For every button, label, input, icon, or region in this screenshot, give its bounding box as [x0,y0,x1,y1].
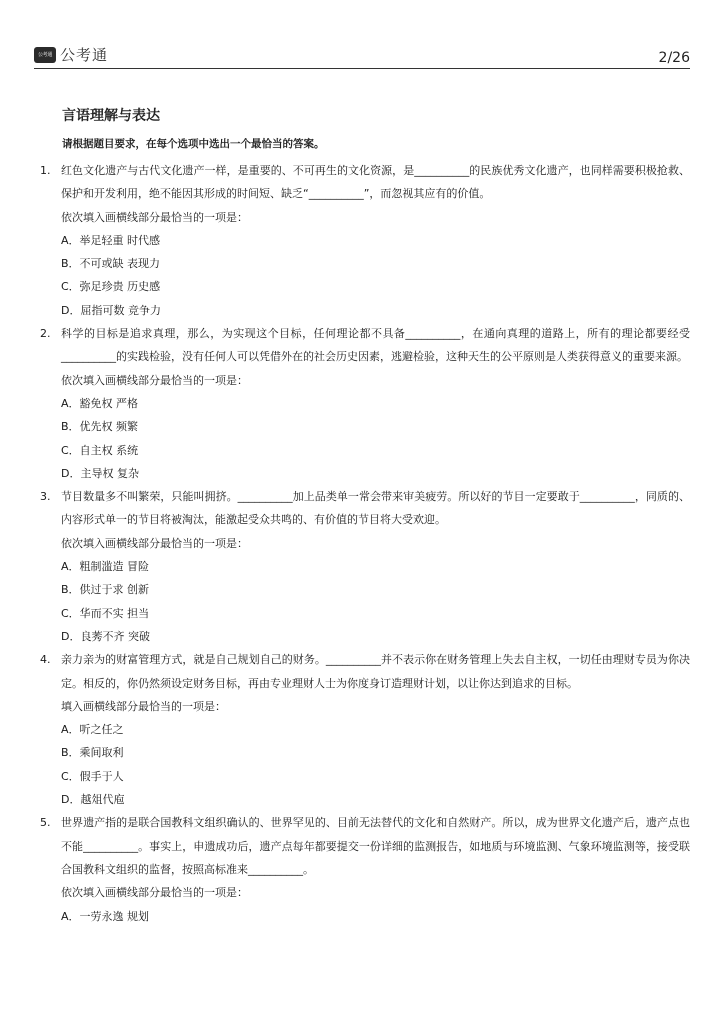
option-c: C．假手于人 [61,769,124,783]
option-b: B．乘间取利 [61,746,124,760]
option-a: A．听之任之 [61,723,124,737]
question-prompt: 依次填入画横线部分最恰当的一项是： [61,536,248,550]
question-prompt: 填入画横线部分最恰当的一项是： [61,699,226,713]
question-prompt: 依次填入画横线部分最恰当的一项是： [61,886,248,900]
section-title: 言语理解与表达 [62,108,160,124]
option-c: C．自主权 系统 [61,443,139,457]
option-a: A．举足轻重 时代感 [61,233,161,247]
option-a: A．一劳永逸 规划 [61,909,150,923]
question-stem: 科学的目标是追求真理，那么，为实现这个目标，任何理论都不具备__________，在通向真理的道路上，所有的理论都要经受__________的实践检验，没有任何人可以凭借外在的社会历史因素，逃避检验，这种天生的公平原则是人类获得意义的重要来源。 [61,327,690,364]
option-b: B．供过于求 创新 [61,583,150,597]
page-header [34,44,690,69]
question-number: 3. [40,490,51,504]
page-number: 2/26 [658,50,690,66]
question-5 [40,811,690,927]
option-b: B．优先权 频繁 [61,420,139,434]
question-number: 4. [40,653,51,667]
question-prompt: 依次填入画横线部分最恰当的一项是： [61,210,248,224]
question-2 [40,322,690,485]
option-b: B．不可或缺 表现力 [61,257,161,271]
option-c: C．弥足珍贵 历史感 [61,280,161,294]
option-d: D．越俎代庖 [61,793,125,807]
logo [34,44,108,65]
option-d: D．屈指可数 竞争力 [61,303,161,317]
question-prompt: 依次填入画横线部分最恰当的一项是： [61,373,248,387]
option-d: D．主导权 复杂 [61,466,139,480]
instruction-text: 请根据题目要求，在每个选项中选出一个最恰当的答案。 [62,138,325,150]
question-3 [40,485,690,648]
logo-text: 公考通 [60,46,109,64]
option-a: A．豁免权 严格 [61,396,139,410]
logo-icon: 公考通 [34,47,56,63]
question-1 [40,159,690,322]
option-d: D．良莠不齐 突破 [61,629,150,643]
question-number: 2. [40,327,51,341]
question-list [40,159,690,928]
question-stem: 节目数量多不叫繁荣，只能叫拥挤。__________加上品类单一常会带来审美疲劳。所以好的节目一定要敢于__________，同质的、内容形式单一的节目将被淘汰，能激起受众共鸣的、有价值的节目将大受欢迎。 [61,490,690,527]
question-number: 5. [40,816,51,830]
option-c: C．华而不实 担当 [61,606,150,620]
option-a: A．粗制滥造 冒险 [61,560,150,574]
question-number: 1. [40,164,51,177]
question-stem: 世界遗产指的是联合国教科文组织确认的、世界罕见的、目前无法替代的文化和自然财产。所以，成为世界文化遗产后，遗产点也不能__________。事实上，申遗成功后，遗产点每年都要提交一份详细的监测报告，如地质与环境监测、气象环境监测等，接受联合国教科文组织的监督，按照高标准来__________。 [61,816,690,876]
question-stem: 红色文化遗产与古代文化遗产一样，是重要的、不可再生的文化资源，是__________的民族优秀文化遗产，也同样需要积极抢救、保护和开发利用，绝不能因其形成的时间短、缺乏“__________”，而忽视其应有的价值。 [61,164,690,201]
question-4 [40,648,690,811]
question-stem: 亲力亲为的财富管理方式，就是自己规划自己的财务。__________并不表示你在财务管理上失去自主权，一切任由理财专员为你决定。相反的，你仍然须设定财务目标，再由专业理财人士为你度身订造理财计划，以让你达到追求的目标。 [61,653,690,690]
